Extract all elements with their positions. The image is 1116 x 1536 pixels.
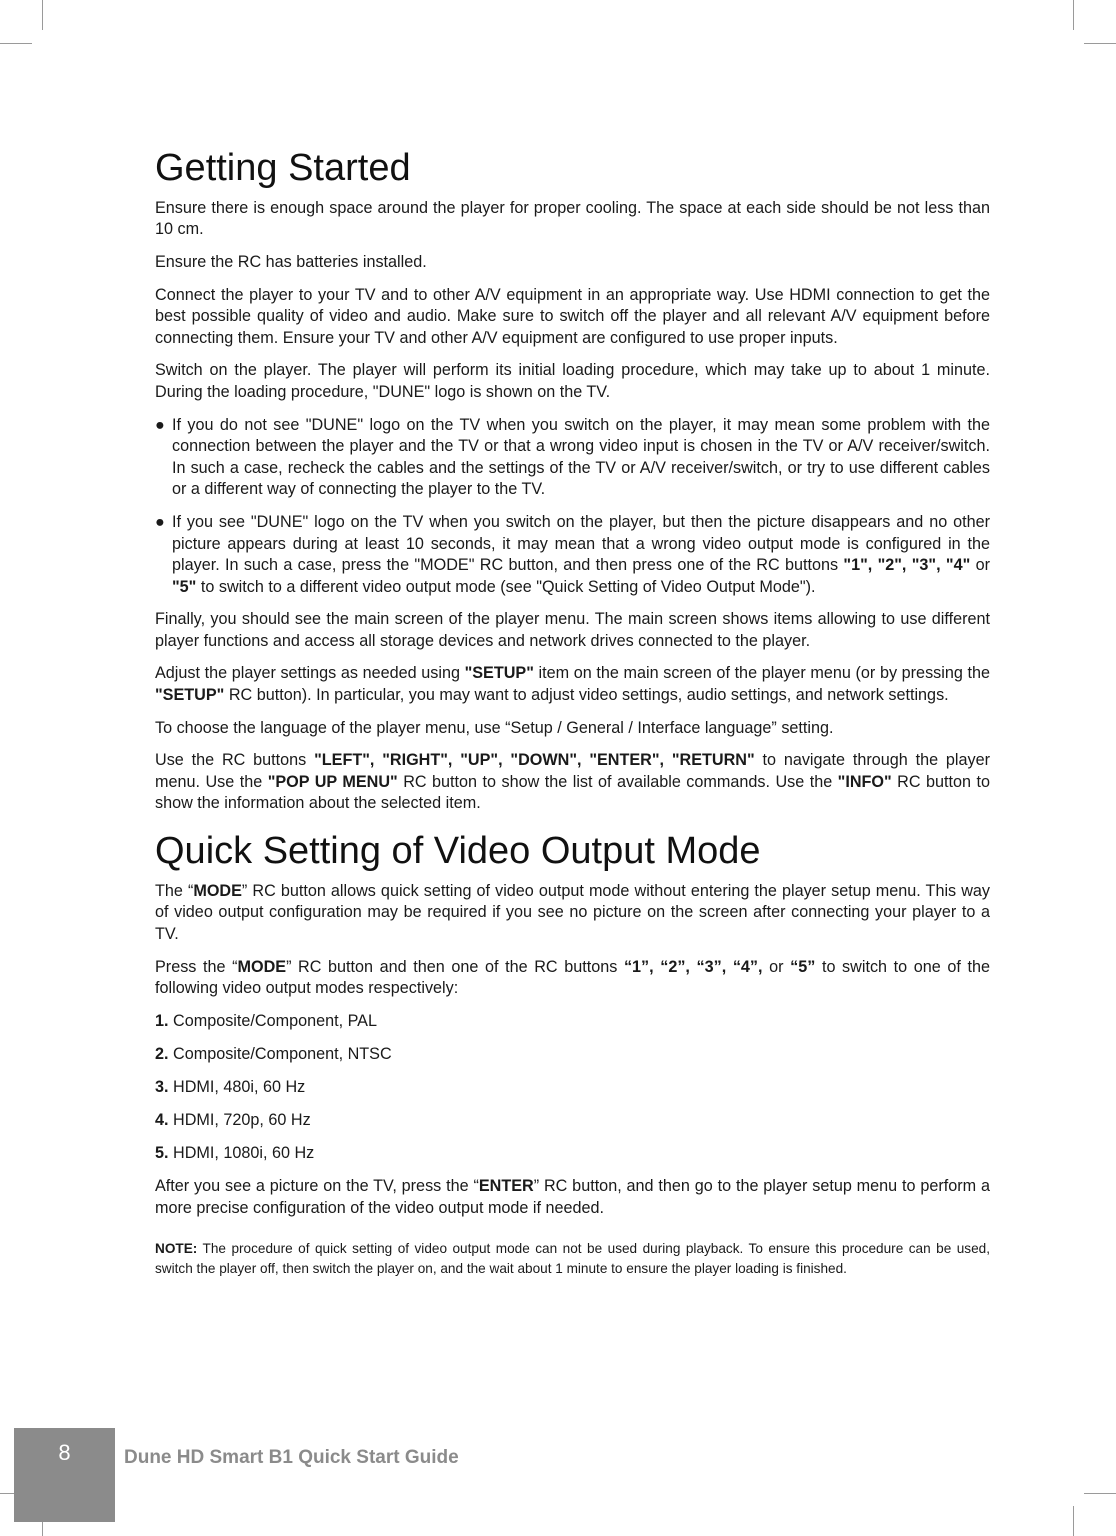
paragraph: Connect the player to your TV and to other A/V equipment in an appropriate way. Use HDMI connection to get the best possible quality of video and audio. Make sure to switch off the player and all relevant A/V equipment before connecting them. Ensure your TV and other A/V equipment are configured to use proper inputs. bbox=[155, 285, 990, 347]
crop-mark bbox=[1084, 43, 1116, 44]
note-label: NOTE: bbox=[155, 1241, 198, 1257]
page-number: 8 bbox=[58, 1440, 71, 1465]
note: NOTE: The procedure of quick setting of video output mode can not be used during playback. To ensure this procedure can be used, switch the player off, then switch the player on, and the wait about 1 minute to ensure the player loading is finished. bbox=[155, 1241, 990, 1276]
mode-item: 5. HDMI, 1080i, 60 Hz bbox=[155, 1144, 315, 1163]
bullet-item: ● If you see "DUNE" logo on the TV when you switch on the player, but then the picture disappears and no other picture appears during at least 10 seconds, it may mean that a wrong video output mode is configured in the player. In such a case, press the "MODE" RC button, and then press one of the RC buttons "1", "2", "3", "4" or "5" to switch to a different video output mode (see "Quick Setting of Video Output Mode"). bbox=[155, 512, 990, 596]
paragraph: Press the “MODE” RC button and then one of the RC buttons “1”, “2”, “3”, “4”, or “5” to switch to one of the following video output modes respectively: bbox=[155, 957, 990, 998]
paragraph: The “MODE” RC button allows quick setting of video output mode without entering the player setup menu. This way of video output configuration may be required if you see no picture on the screen after connecting your player to a TV. bbox=[155, 881, 990, 944]
paragraph: Ensure the RC has batteries installed. bbox=[155, 252, 427, 271]
crop-mark bbox=[1084, 1493, 1116, 1494]
paragraph: Switch on the player. The player will perform its initial loading procedure, which may take up to about 1 minute. During the loading procedure, "DUNE" logo is shown on the TV. bbox=[155, 361, 990, 401]
heading-quick-setting: Quick Setting of Video Output Mode bbox=[155, 830, 761, 873]
mode-item: 3. HDMI, 480i, 60 Hz bbox=[155, 1078, 306, 1096]
bullet-icon: ● bbox=[155, 512, 165, 531]
bullet-icon: ● bbox=[155, 415, 165, 434]
paragraph: Finally, you should see the main screen of the player menu. The main screen shows items allowing to use different player functions and access all storage devices and network drives connected to the player. bbox=[155, 610, 990, 650]
bullet-item: ● If you do not see "DUNE" logo on the TV when you switch on the player, it may mean some problem with the connection between the player and the TV or that a wrong video input is chosen in the TV or A/V receiver/switch. In such a case, recheck the cables and the settings of the TV or A/V receiver/switch, or try to use different cables or a different way of connecting the player to the TV. bbox=[155, 415, 990, 499]
paragraph: Use the RC buttons "LEFT", "RIGHT", "UP", "DOWN", "ENTER", "RETURN" to navigate through the player menu. Use the "POP UP MENU" RC button to show the list of available commands. Use the "INFO" RC button to show the information about the selected item. bbox=[155, 751, 990, 813]
mode-item: 2. Composite/Component, NTSC bbox=[155, 1044, 392, 1063]
crop-mark bbox=[42, 0, 43, 30]
mode-item: 4. HDMI, 720p, 60 Hz bbox=[155, 1111, 311, 1130]
paragraph: To choose the language of the player menu, use “Setup / General / Interface language” setting. bbox=[155, 718, 834, 737]
mode-item: 1. Composite/Component, PAL bbox=[155, 1011, 377, 1030]
paragraph: After you see a picture on the TV, press the “ENTER” RC button, and then go to the player setup menu to perform a more precise configuration of the video output mode if needed. bbox=[155, 1177, 990, 1217]
crop-mark bbox=[1073, 1506, 1074, 1536]
crop-mark bbox=[1073, 0, 1074, 30]
paragraph: Adjust the player settings as needed using "SETUP" item on the main screen of the player menu (or by pressing the "SETUP" RC button). In particular, you may want to adjust video settings, audio settings, and network settings. bbox=[155, 664, 990, 705]
crop-mark bbox=[0, 43, 32, 44]
guide-title: Dune HD Smart B1 Quick Start Guide bbox=[124, 1447, 459, 1468]
heading-getting-started: Getting Started bbox=[155, 147, 411, 189]
paragraph: Ensure there is enough space around the player for proper cooling. The space at each side should be not less than 10 cm. bbox=[155, 198, 990, 239]
page-content bbox=[155, 148, 990, 1289]
